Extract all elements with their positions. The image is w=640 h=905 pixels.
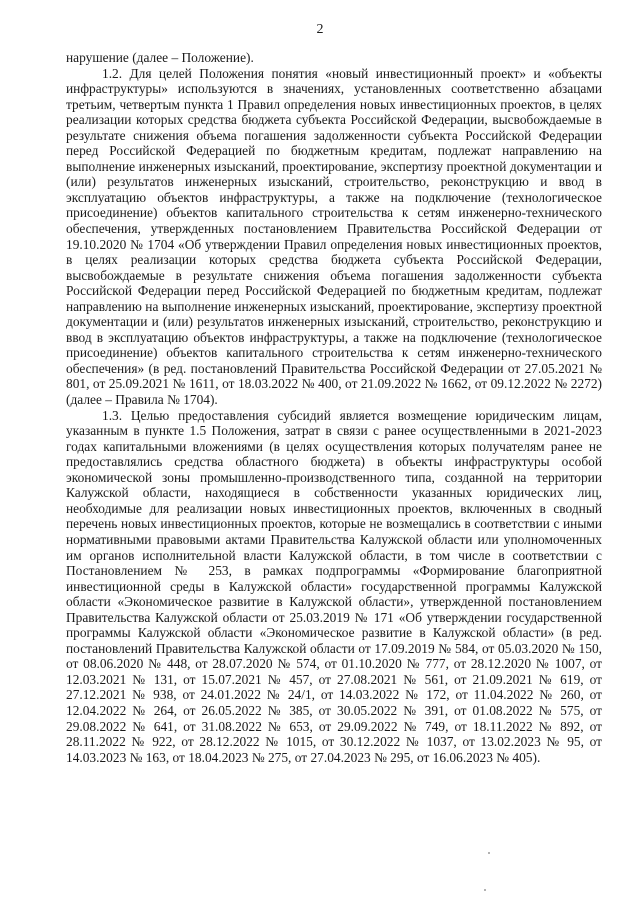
scan-artifact-dot (488, 852, 490, 854)
paragraph-continuation: нарушение (далее – Положение). (66, 50, 254, 65)
document-body (66, 50, 602, 765)
paragraph-1-3: 1.3. Целью предоставления субсидий является возмещение юридическим лицам, указанным в пункте 1.5 Положения, затрат в связи с ранее осуществленными в 2021-2023 годах капитальными вложениями (в целях осуществления которых получателям ранее не предоставлялись средства областного бюджета) в объекты инфраструктуры особой экономической зоны промышленно-производственного типа, созданной на территории Калужской области, находящиеся в собственности указанных юридических лиц, необходимые для реализации новых инвестиционных проектов, включенных в сводный перечень новых инвестиционных проектов, которые не возмещались в соответствии с иными нормативными правовыми актами Правительства Калужской области или уполномоченных им органов исполнительной власти Калужской области, в том числе в соответствии с Постановлением № 253, в рамках подпрограммы «Формирование благоприятной инвестиционной среды в Калужской области» государственной программы Калужской области «Экономическое развитие в Калужской области», утвержденной постановлением Правительства Калужской области от 25.03.2019 № 171 «Об утверждении государственной программы Калужской области «Экономическое развитие в Калужской области» (в ред. постановлений Правительства Калужской области от 17.09.2019 № 584, от 05.03.2020 № 150, от 08.06.2020 № 448, от 28.07.2020 № 574, от 01.10.2020 № 777, от 28.12.2020 № 1007, от 12.03.2021 № 131, от 15.07.2021 № 457, от 27.08.2021 № 561, от 21.09.2021 № 619, от 27.12.2021 № 938, от 24.01.2022 № 24/1, от 14.03.2022 № 172, от 11.04.2022 № 260, от 12.04.2022 № 264, от 26.05.2022 № 385, от 30.05.2022 № 391, от 01.08.2022 № 575, от 29.08.2022 № 641, от 31.08.2022 № 653, от 29.09.2022 № 749, от 18.11.2022 № 892, от 28.11.2022 № 922, от 28.12.2022 № 1015, от 30.12.2022 № 1037, от 13.02.2023 № 95, от 14.03.2023 № 163, от 18.04.2023 № 275, от 27.04.2023 № 295, от 16.06.2023 № 405). (66, 407, 602, 765)
page-number: 2 (316, 22, 324, 37)
paragraph-1-2: 1.2. Для целей Положения понятия «новый инвестиционный проект» и «объекты инфраструктуры» используются в значениях, установленных соответственно абзацами третьим, четвертым пункта 1 Правил определения новых инвестиционных проектов, в целях реализации которых средства бюджета субъекта Российской Федерации, высвобождаемые в результате снижения объема погашения задолженности субъекта Российской Федерации перед Российской Федерацией по бюджетным кредитам, подлежат направлению на выполнение инженерных изысканий, проектирование, экспертизу проектной документации и (или) результатов инженерных изысканий, строительство, реконструкцию и ввод в эксплуатацию объектов инфраструктуры, а также на подключение (технологическое присоединение) объектов капитального строительства к сетям инженерно-технического обеспечения, утвержденных постановлением Правительства Российской Федерации от 19.10.2020 № 1704 «Об утверждении Правил определения новых инвестиционных проектов, в целях реализации которых средства бюджета субъекта Российской Федерации, высвобождаемые в результате снижения объема погашения задолженности субъекта Российской Федерации перед Российской Федерацией по бюджетным кредитам, подлежат направлению на выполнение инженерных изысканий, проектирование, экспертизу проектной документации и (или) результатов инженерных изысканий, строительство, реконструкцию и ввод в эксплуатацию объектов инфраструктуры, а также на подключение (технологическое присоединение) объектов капитального строительства к сетям инженерно-технического обеспечения» (в ред. постановлений Правительства Российской Федерации от 27.05.2021 № 801, от 25.09.2021 № 1611, от 18.03.2022 № 400, от 21.09.2022 № 1662, от 09.12.2022 № 2272) (далее – Правила № 1704). (66, 65, 602, 408)
scan-artifact-dot (484, 889, 486, 891)
